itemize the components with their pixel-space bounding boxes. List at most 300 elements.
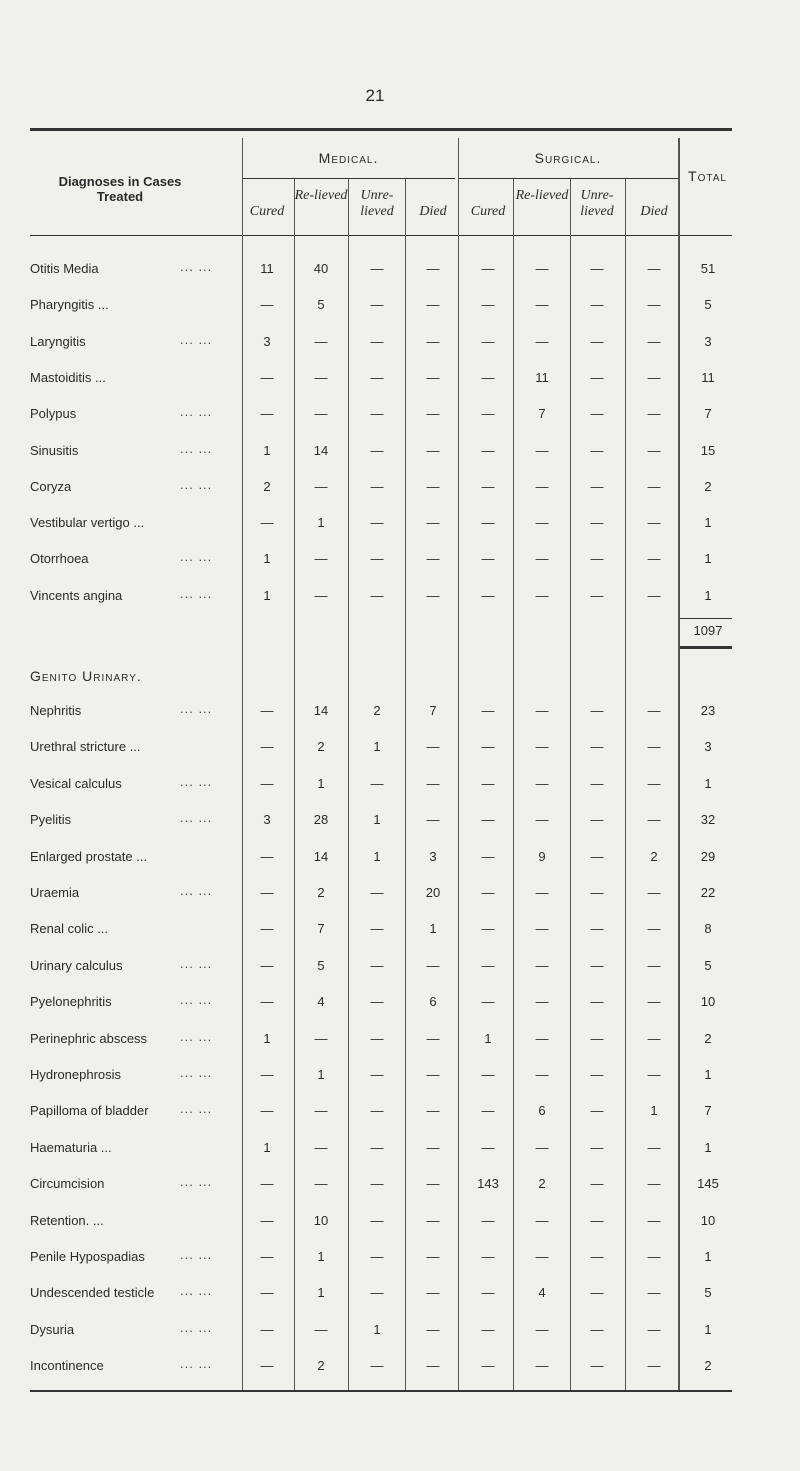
table-cell: — xyxy=(535,703,549,718)
table-row xyxy=(30,703,732,727)
leader-dots: ... ... xyxy=(180,1174,213,1190)
table-cell: 1 xyxy=(429,921,437,937)
table-cell: — xyxy=(481,1321,495,1337)
table-cell: — xyxy=(590,297,604,313)
table-cell: — xyxy=(647,261,661,276)
total-cell: 1 xyxy=(704,1139,712,1155)
table-cell: — xyxy=(481,587,495,603)
table-cell: — xyxy=(590,812,604,828)
table-cell: — xyxy=(647,1067,661,1082)
leader-dots: ... ... xyxy=(180,773,213,789)
table-cell: — xyxy=(647,921,661,937)
table-row xyxy=(30,885,732,909)
table-row xyxy=(30,331,732,358)
table-cell: — xyxy=(426,775,440,791)
leader-dots: ... ... xyxy=(180,549,213,565)
surgical-header: Surgical. xyxy=(534,150,602,166)
table-cell: — xyxy=(535,1139,549,1155)
table-cell: — xyxy=(314,551,328,567)
diagnosis-label: Pyelonephritis xyxy=(30,994,112,1010)
table-cell: — xyxy=(481,478,495,494)
total-cell: 7 xyxy=(704,406,712,422)
table-cell: 7 xyxy=(538,406,546,422)
table-row xyxy=(30,1358,732,1382)
diagnosis-label: Urinary calculus xyxy=(30,957,123,973)
table-cell: — xyxy=(370,1139,384,1155)
table-cell: — xyxy=(426,406,440,422)
table-cell: — xyxy=(260,921,274,937)
diagnosis-label: Coryza xyxy=(30,478,72,494)
table-cell: — xyxy=(370,994,384,1010)
grand-total-value: 1097 xyxy=(693,623,723,638)
total-cell: 3 xyxy=(704,333,712,349)
table-cell: — xyxy=(260,848,274,864)
table-row xyxy=(30,476,732,503)
diagnosis-label: Vestibular vertigo ... xyxy=(30,515,145,531)
table-cell: 1 xyxy=(263,587,271,603)
table-cell: — xyxy=(370,515,384,531)
table-cell: — xyxy=(535,812,549,828)
diagnosis-label: Otorrhoea xyxy=(30,551,89,567)
total-cell: 22 xyxy=(700,885,716,900)
table-cell: 14 xyxy=(313,703,329,718)
leader-dots: ... ... xyxy=(180,585,213,601)
table-cell: — xyxy=(370,587,384,603)
table-cell: — xyxy=(590,1321,604,1337)
subheader-medical-3: Died xyxy=(419,204,447,219)
leader-dots: ... ... xyxy=(180,476,213,492)
table-cell: — xyxy=(370,921,384,937)
table-cell: — xyxy=(260,1285,274,1301)
total-cell: 23 xyxy=(700,703,716,718)
table-cell: — xyxy=(370,1212,384,1228)
table-cell: — xyxy=(370,885,384,900)
table-cell: — xyxy=(647,478,661,494)
table-cell: — xyxy=(260,885,274,900)
table-cell: — xyxy=(535,739,549,755)
table-cell: — xyxy=(535,1212,549,1228)
leader-dots: ... ... xyxy=(180,1283,213,1299)
table-cell: 1 xyxy=(373,848,381,864)
table-cell: — xyxy=(535,587,549,603)
table-cell: — xyxy=(426,1212,440,1228)
diagnosis-label: Papilloma of bladder xyxy=(30,1103,149,1119)
table-cell: — xyxy=(260,1212,274,1228)
diagnosis-label: Penile Hypospadias xyxy=(30,1249,145,1264)
table-cell: — xyxy=(481,333,495,349)
table-row xyxy=(30,739,732,763)
table-cell: — xyxy=(535,478,549,494)
table-cell: — xyxy=(426,1321,440,1337)
table-cell: — xyxy=(535,921,549,937)
diagnosis-label: Pharyngitis ... xyxy=(30,297,109,313)
table-cell: — xyxy=(426,478,440,494)
table-cell: — xyxy=(647,406,661,422)
column-separator xyxy=(458,138,459,1390)
total-cell: 32 xyxy=(700,812,716,828)
table-cell: 1 xyxy=(317,1249,325,1264)
table-cell: — xyxy=(260,515,274,531)
table-cell: — xyxy=(426,1067,440,1082)
table-cell: 1 xyxy=(317,1285,325,1301)
table-cell: 4 xyxy=(317,994,325,1010)
table-cell: — xyxy=(370,1103,384,1119)
table-cell: — xyxy=(590,957,604,973)
table-cell: — xyxy=(590,587,604,603)
table-cell: — xyxy=(370,1249,384,1264)
table-cell: — xyxy=(647,1030,661,1046)
total-cell: 10 xyxy=(700,994,716,1010)
table-cell: — xyxy=(647,957,661,973)
table-cell: — xyxy=(481,921,495,937)
table-cell: — xyxy=(647,1139,661,1155)
total-cell: 2 xyxy=(704,1358,712,1374)
table-cell: — xyxy=(370,406,384,422)
table-cell: — xyxy=(370,369,384,385)
table-cell: — xyxy=(647,1176,661,1192)
table-cell: — xyxy=(590,1030,604,1046)
table-cell: — xyxy=(426,1358,440,1374)
table-cell: — xyxy=(314,1103,328,1119)
table-cell: — xyxy=(647,1358,661,1374)
subheader-surgical-0: Cured xyxy=(470,204,506,219)
table-cell: 3 xyxy=(263,333,271,349)
table-cell: — xyxy=(314,1139,328,1155)
table-row xyxy=(30,297,732,321)
table-cell: — xyxy=(481,1212,495,1228)
table-row xyxy=(30,921,732,945)
table-cell: — xyxy=(647,333,661,349)
total-cell: 1 xyxy=(704,587,712,603)
surgical-group-rule xyxy=(458,178,678,179)
table-cell: — xyxy=(426,515,440,531)
table-cell: 3 xyxy=(263,812,271,828)
table-row xyxy=(30,406,732,430)
table-cell: — xyxy=(590,478,604,494)
total-cell: 5 xyxy=(704,1285,712,1301)
diagnosis-label: Retention. ... xyxy=(30,1212,104,1228)
table-cell: — xyxy=(647,994,661,1010)
table-cell: — xyxy=(370,1030,384,1046)
table-cell: — xyxy=(535,1358,549,1374)
medical-header: Medical. xyxy=(318,150,379,166)
table-cell: — xyxy=(535,333,549,349)
table-cell: — xyxy=(426,812,440,828)
diagnosis-label: Incontinence xyxy=(30,1358,104,1374)
table-cell: — xyxy=(426,297,440,313)
diagnosis-label: Vesical calculus xyxy=(30,775,122,791)
table-row xyxy=(30,1285,732,1309)
table-cell: 1 xyxy=(650,1103,658,1119)
subheader-medical-1: Re-lieved xyxy=(294,188,348,203)
table-cell: — xyxy=(314,333,328,349)
header-bottom-rule xyxy=(30,235,732,236)
table-cell: — xyxy=(370,775,384,791)
leader-dots: ... ... xyxy=(180,1247,213,1262)
diagnosis-label: Mastoiditis ... xyxy=(30,369,106,385)
table-cell: — xyxy=(426,739,440,755)
table-cell: — xyxy=(590,406,604,422)
table-cell: — xyxy=(260,957,274,973)
table-cell: — xyxy=(260,297,274,313)
leader-dots: ... ... xyxy=(180,440,213,456)
table-cell: — xyxy=(314,1321,328,1337)
total-cell: 2 xyxy=(704,1030,712,1046)
table-cell: — xyxy=(481,515,495,531)
total-cell: 3 xyxy=(704,739,712,755)
table-cell: — xyxy=(260,994,274,1010)
table-cell: — xyxy=(590,551,604,567)
table-cell: — xyxy=(481,739,495,755)
table-cell: — xyxy=(647,812,661,828)
diagnosis-label: Laryngitis xyxy=(30,333,86,349)
total-cell: 10 xyxy=(700,1212,716,1228)
table-cell: — xyxy=(590,885,604,900)
diagnosis-label: Undescended testicle xyxy=(30,1285,155,1301)
table-cell: — xyxy=(426,1139,440,1155)
table-cell: — xyxy=(260,703,274,718)
diagnosis-label: Renal colic ... xyxy=(30,921,109,937)
table-cell: — xyxy=(426,551,440,567)
diagnosis-label: Sinusitis xyxy=(30,442,79,458)
total-cell: 1 xyxy=(704,1249,712,1264)
table-cell: — xyxy=(314,369,328,385)
table-row xyxy=(30,955,732,982)
table-cell: — xyxy=(647,1285,661,1301)
table-row xyxy=(30,585,732,612)
table-cell: — xyxy=(535,1067,549,1082)
table-cell: — xyxy=(647,587,661,603)
table-cell: — xyxy=(535,442,549,458)
total-rule-bottom xyxy=(680,646,732,649)
table-cell: — xyxy=(370,1285,384,1301)
diagnoses-header: Diagnoses in Cases Treated xyxy=(58,174,182,204)
table-cell: — xyxy=(590,442,604,458)
total-cell: 1 xyxy=(704,1321,712,1337)
table-cell: — xyxy=(481,1139,495,1155)
leader-dots: ... ... xyxy=(180,1065,213,1080)
table-row xyxy=(30,1140,732,1164)
leader-dots: ... ... xyxy=(180,331,213,347)
table-cell: 1 xyxy=(484,1030,492,1046)
total-cell: 1 xyxy=(704,775,712,791)
section-title-genito-urinary: Genito Urinary. xyxy=(30,668,142,684)
table-cell: — xyxy=(590,775,604,791)
table-cell: — xyxy=(370,957,384,973)
table-cell: — xyxy=(590,1285,604,1301)
table-cell: — xyxy=(590,333,604,349)
table-row xyxy=(30,1319,732,1346)
table-cell: — xyxy=(481,994,495,1010)
table-row xyxy=(30,515,732,539)
table-cell: — xyxy=(647,515,661,531)
table-cell: — xyxy=(647,703,661,718)
grand-total-row xyxy=(30,623,732,647)
table-cell: — xyxy=(370,478,384,494)
table-cell: — xyxy=(590,703,604,718)
table-row xyxy=(30,773,732,800)
diagnosis-label: Circumcision xyxy=(30,1176,105,1192)
table-cell: — xyxy=(370,442,384,458)
table-row xyxy=(30,551,732,575)
total-cell: 11 xyxy=(701,369,715,385)
table-row xyxy=(30,261,732,285)
table-cell: — xyxy=(535,551,549,567)
table-cell: 40 xyxy=(313,261,329,276)
table-cell: — xyxy=(481,703,495,718)
table-cell: — xyxy=(260,1321,274,1337)
diagnosis-label: Vincents angina xyxy=(30,587,123,603)
table-cell: 7 xyxy=(429,703,437,718)
subheader-surgical-2: Unre-lieved xyxy=(580,188,614,219)
table-cell: 1 xyxy=(263,442,271,458)
table-cell: — xyxy=(535,1249,549,1264)
table-cell: 3 xyxy=(429,848,437,864)
table-cell: — xyxy=(590,1103,604,1119)
diagnosis-label: Polypus xyxy=(30,406,77,422)
table-cell: 1 xyxy=(317,515,325,531)
table-cell: 2 xyxy=(263,478,271,494)
table-cell: — xyxy=(535,1321,549,1337)
table-cell: 143 xyxy=(477,1176,499,1192)
total-cell: 145 xyxy=(697,1176,719,1192)
table-cell: — xyxy=(647,442,661,458)
table-cell: — xyxy=(370,261,384,276)
total-cell: 8 xyxy=(704,921,712,937)
table-cell: 14 xyxy=(313,442,329,458)
total-header: Total xyxy=(688,168,727,184)
total-cell: 1 xyxy=(704,1067,712,1082)
table-cell: 9 xyxy=(538,848,546,864)
table-cell: 5 xyxy=(317,957,325,973)
table-cell: — xyxy=(314,1176,328,1192)
table-cell: — xyxy=(314,406,328,422)
leader-dots: ... ... xyxy=(180,883,213,898)
bottom-rule xyxy=(30,1390,732,1392)
table-cell: — xyxy=(481,442,495,458)
table-cell: 2 xyxy=(317,1358,325,1374)
table-cell: — xyxy=(481,957,495,973)
table-cell: — xyxy=(260,406,274,422)
table-cell: — xyxy=(647,369,661,385)
diagnosis-label: Uraemia xyxy=(30,885,80,900)
table-cell: — xyxy=(426,587,440,603)
table-cell: — xyxy=(481,1103,495,1119)
table-row xyxy=(30,1249,732,1273)
total-cell: 7 xyxy=(704,1103,712,1119)
table-cell: — xyxy=(260,1358,274,1374)
top-rule xyxy=(30,128,732,131)
table-cell: — xyxy=(260,775,274,791)
table-cell: — xyxy=(535,885,549,900)
table-cell: — xyxy=(260,1067,274,1082)
table-cell: — xyxy=(535,775,549,791)
table-cell: 2 xyxy=(317,739,325,755)
table-cell: — xyxy=(647,775,661,791)
diagnosis-label: Hydronephrosis xyxy=(30,1067,122,1082)
table-cell: — xyxy=(370,333,384,349)
table-cell: — xyxy=(260,1249,274,1264)
table-cell: — xyxy=(590,369,604,385)
table-cell: — xyxy=(647,1212,661,1228)
table-cell: 1 xyxy=(373,739,381,755)
total-rule-top xyxy=(680,618,732,619)
table-cell: — xyxy=(481,848,495,864)
leader-dots: ... ... xyxy=(180,259,213,274)
table-cell: — xyxy=(370,1067,384,1082)
table-cell: — xyxy=(370,297,384,313)
table-cell: — xyxy=(481,812,495,828)
table-cell: — xyxy=(535,261,549,276)
diagnosis-label: Otitis Media xyxy=(30,261,99,276)
table-cell: 1 xyxy=(317,1067,325,1082)
leader-dots: ... ... xyxy=(180,955,213,971)
table-cell: — xyxy=(481,1358,495,1374)
table-cell: — xyxy=(426,333,440,349)
diagnosis-label: Haematuria ... xyxy=(30,1139,112,1155)
table-cell: — xyxy=(426,957,440,973)
table-row xyxy=(30,1067,732,1091)
total-cell: 15 xyxy=(700,442,716,458)
table-cell: 1 xyxy=(263,1139,271,1155)
table-cell: — xyxy=(590,1358,604,1374)
total-cell: 51 xyxy=(700,261,716,276)
table-cell: — xyxy=(370,1176,384,1192)
table-cell: 14 xyxy=(313,848,329,864)
table-cell: — xyxy=(535,515,549,531)
total-cell: 5 xyxy=(704,957,712,973)
table-cell: 1 xyxy=(263,1030,271,1046)
table-cell: 6 xyxy=(538,1103,546,1119)
table-cell: — xyxy=(647,739,661,755)
leader-dots: ... ... xyxy=(180,404,213,420)
table-cell: 11 xyxy=(535,369,549,385)
table-cell: — xyxy=(314,1030,328,1046)
column-separator xyxy=(242,138,243,1390)
table-row xyxy=(30,849,732,873)
table-cell: 4 xyxy=(538,1285,546,1301)
diagnosis-label: Dysuria xyxy=(30,1321,75,1337)
table-cell: — xyxy=(535,957,549,973)
table-cell: — xyxy=(590,261,604,276)
table-cell: 2 xyxy=(373,703,381,718)
table-cell: — xyxy=(590,1249,604,1264)
table-cell: 1 xyxy=(263,551,271,567)
table-row xyxy=(30,994,732,1018)
table-cell: 1 xyxy=(373,812,381,828)
table-cell: 6 xyxy=(429,994,437,1010)
table-cell: — xyxy=(590,921,604,937)
table-cell: 2 xyxy=(650,848,658,864)
table-cell: — xyxy=(647,885,661,900)
table-cell: — xyxy=(426,1030,440,1046)
table-row xyxy=(30,1176,732,1200)
diagnosis-label: Nephritis xyxy=(30,703,82,718)
table-cell: 10 xyxy=(313,1212,329,1228)
table-cell: 11 xyxy=(260,261,274,276)
table-row xyxy=(30,1213,732,1237)
diagnosis-label: Perinephric abscess xyxy=(30,1030,148,1046)
table-cell: — xyxy=(647,1249,661,1264)
subheader-medical-2: Unre-lieved xyxy=(360,188,394,219)
table-cell: — xyxy=(535,1030,549,1046)
subheader-surgical-1: Re-lieved xyxy=(515,188,569,203)
table-cell: — xyxy=(647,297,661,313)
table-cell: — xyxy=(426,442,440,458)
table-cell: 20 xyxy=(425,885,441,900)
table-cell: — xyxy=(481,1067,495,1082)
page-number: 21 xyxy=(365,86,385,105)
